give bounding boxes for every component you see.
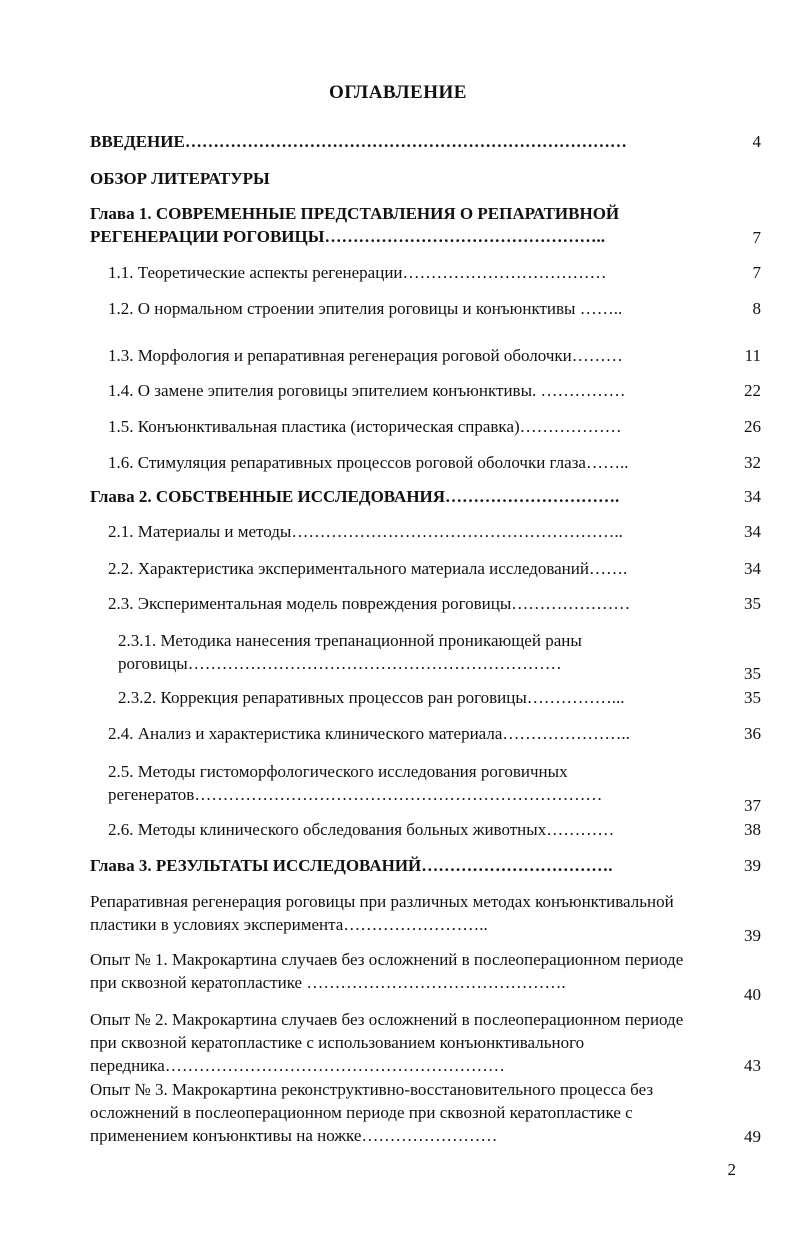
toc-page-number: 37 [744,796,761,815]
toc-entry-text: 2.5. Методы гистоморфологического исследования роговичных регенератов……………………………………………………………… [108,762,603,804]
toc-page-number: 38 [744,820,761,839]
toc-page-number: 49 [744,1127,761,1146]
toc-page-number: 34 [744,522,761,541]
toc-page-number: 8 [752,299,761,318]
page-title: ОГЛАВЛЕНИЕ [329,82,467,103]
toc-page-number: 35 [744,664,761,683]
toc-entry-2-5 [108,760,703,806]
toc-entry-experiment-1 [90,948,705,994]
toc-entry-chapter-2 [90,485,700,508]
toc-page-number: 34 [744,559,761,578]
toc-entry-text: 2.6. Методы клинического обследования больных животных………… [108,820,615,839]
toc-entry-text: Опыт № 3. Макрокартина реконструктивно-восстановительного процесса без осложнений в послеоперационном периоде при сквозной кератопластике с применением конъюнктивы на ножке…………………… [90,1080,654,1145]
toc-entry-text: Опыт № 1. Макрокартина случаев без осложнений в послеоперационном периоде при сквозной кератопластике ………………………………………. [90,950,684,992]
toc-entry-text: 1.1. Теоретические аспекты регенерации……………………………… [108,263,607,282]
toc-entry-text: ВВЕДЕНИЕ…………………………………………………………………… [90,132,627,151]
toc-entry-1-3 [108,344,708,367]
toc-entry-2-3 [108,592,712,615]
toc-entry-text: 2.3.2. Коррекция репаративных процессов ран роговицы……………... [118,688,625,707]
toc-entry-text: 2.3.1. Методика нанесения трепанационной проникающей раны роговицы………………………………………………………… [118,631,582,673]
toc-page-number: 36 [744,724,761,743]
toc-entry-1-5 [108,415,708,438]
toc-page-number: 7 [752,263,761,282]
toc-entry-text: Глава 2. СОБСТВЕННЫЕ ИССЛЕДОВАНИЯ…………………………. [90,487,620,506]
toc-page-number: 34 [744,487,761,506]
toc-entry-text: 2.2. Характеристика экспериментального материала исследований……. [108,559,628,578]
toc-entry-regeneration [90,890,705,936]
toc-entry-chapter-1 [90,202,710,248]
toc-entry-text: 2.1. Материалы и методы………………………………………………….. [108,522,623,541]
toc-entry-1-4 [108,379,708,402]
toc-page-number: 39 [744,856,761,875]
toc-entry-text: 2.4. Анализ и характеристика клинического материала………………….. [108,724,630,743]
toc-entry-literature-review [90,167,710,190]
toc-entry-introduction [90,130,710,153]
toc-page-number: 32 [744,453,761,472]
toc-entry-text: 1.3. Морфология и репаративная регенерация роговой оболочки……… [108,346,623,365]
toc-page-number: 22 [744,381,761,400]
toc-entry-text: 1.4. О замене эпителия роговицы эпителием конъюнктивы. …………… [108,381,626,400]
toc-page-number: 43 [744,1056,761,1075]
toc-entry-2-4 [108,722,708,745]
toc-entry-text: 1.6. Стимуляция репаративных процессов роговой оболочки глаза…….. [108,453,629,472]
toc-page-number: 40 [744,985,761,1004]
toc-page-number: 7 [752,228,761,247]
toc-entry-text: ОБЗОР ЛИТЕРАТУРЫ [90,169,270,188]
toc-entry-2-1 [108,520,708,543]
toc-entry-text: Опыт № 2. Макрокартина случаев без осложнений в послеоперационном периоде при сквозной кератопластике с использованием конъюнктивального передника…………………………………………………… [90,1010,684,1075]
toc-entry-2-2 [108,557,708,580]
toc-entry-text: Репаративная регенерация роговицы при различных методах конъюнктивальной пластики в условиях эксперимента…………………….. [90,892,674,934]
toc-entry-experiment-2 [90,1008,705,1077]
toc-entry-2-6 [108,818,708,841]
toc-entry-text: 2.3. Экспериментальная модель повреждения роговицы………………… [108,594,631,613]
toc-entry-text: Глава 3. РЕЗУЛЬТАТЫ ИССЛЕДОВАНИЙ……………………………. [90,856,613,875]
toc-entry-2-3-1 [118,629,698,675]
toc-entry-1-6 [108,451,708,474]
toc-entry-text: 1.5. Конъюнктивальная пластика (историческая справка)……………… [108,417,622,436]
toc-entry-2-3-2 [118,686,708,709]
toc-entry-experiment-3 [90,1078,705,1147]
toc-entry-1-1 [108,261,708,284]
toc-page-number: 35 [744,594,761,613]
toc-page-number: 4 [752,132,761,151]
toc-entry-text: 1.2. О нормальном строении эпителия роговицы и конъюнктивы …….. [108,299,623,318]
toc-page-number: 11 [744,346,761,365]
toc-entry-1-2 [108,297,708,320]
toc-entry-text: Глава 1. СОВРЕМЕННЫЕ ПРЕДСТАВЛЕНИЯ О РЕПАРАТИВНОЙ РЕГЕНЕРАЦИИ РОГОВИЦЫ………………………………………….. [90,204,620,246]
toc-entry-chapter-3 [90,854,700,877]
page-number: 2 [727,1160,736,1179]
toc-page-number: 26 [744,417,761,436]
toc-page-number: 39 [744,926,761,945]
toc-page-number: 35 [744,688,761,707]
